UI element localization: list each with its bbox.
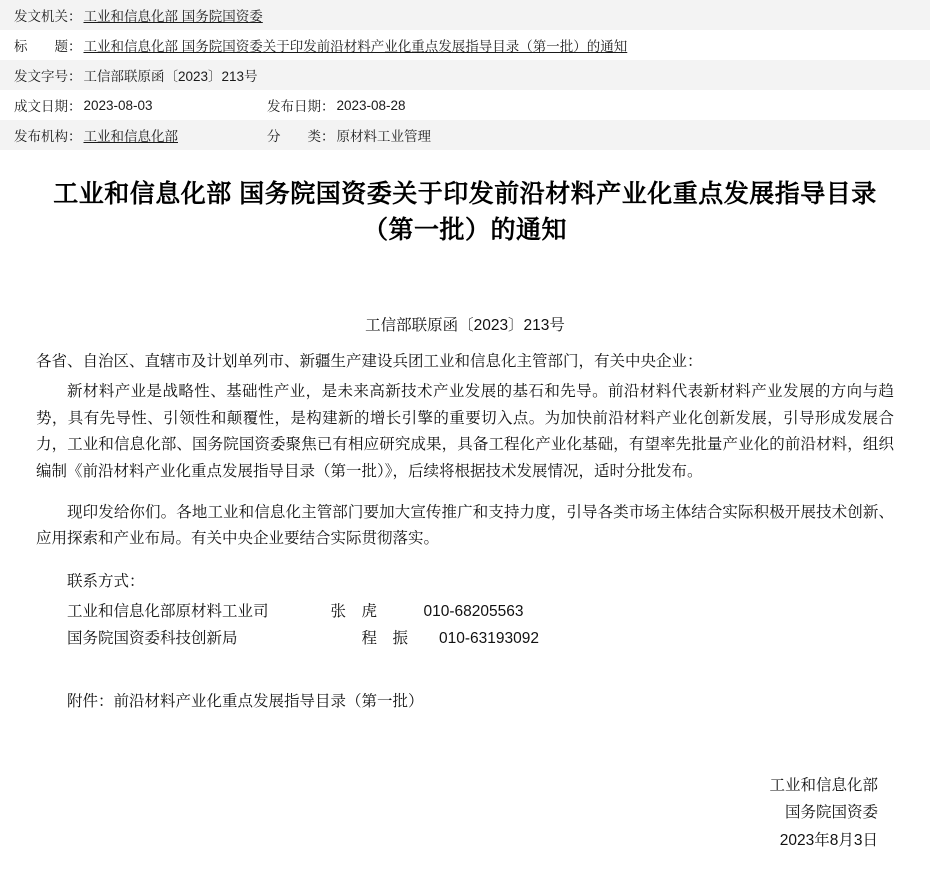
metadata-row-issuing-authority xyxy=(0,0,930,30)
metadata-value-category: 原材料工业管理 xyxy=(337,125,432,145)
metadata-row-title xyxy=(0,30,930,60)
metadata-value-issuing-authority[interactable]: 工业和信息化部 国务院国资委 xyxy=(84,5,263,25)
metadata-row-dates xyxy=(0,90,930,120)
metadata-label: 发布日期： xyxy=(267,95,335,115)
metadata-cell-category xyxy=(267,125,431,145)
body-paragraph-2: 现印发给你们。各地工业和信息化主管部门要加大宣传推广和支持力度，引导各类市场主体结合实际积极开展技术创新、应用探索和产业布局。有关中央企业要结合实际贯彻落实。 xyxy=(36,500,894,553)
metadata-value-completion-date: 2023-08-03 xyxy=(84,98,153,113)
metadata-cell xyxy=(14,5,263,25)
metadata-value-publisher[interactable]: 工业和信息化部 xyxy=(84,125,179,145)
contact-heading: 联系方式： xyxy=(36,569,894,596)
attachment-line: 附件：前沿材料产业化重点发展指导目录（第一批） xyxy=(36,689,894,716)
signature-line-miit: 工业和信息化部 xyxy=(36,772,878,800)
page-title: 工业和信息化部 国务院国资委关于印发前沿材料产业化重点发展指导目录（第一批）的通知 xyxy=(25,176,905,249)
signature-line-sasac: 国务院国资委 xyxy=(36,799,878,827)
metadata-label: 分 类： xyxy=(267,125,335,145)
metadata-row-publisher-category xyxy=(0,120,930,150)
metadata-label: 发文机关： xyxy=(14,5,82,25)
metadata-cell-publish-date xyxy=(267,95,406,115)
document-metadata-table xyxy=(0,0,930,150)
contact-line-miit: 工业和信息化部原材料工业司 张 虎 010-68205563 xyxy=(36,598,894,626)
salutation: 各省、自治区、直辖市及计划单列市、新疆生产建设兵团工业和信息化主管部门，有关中央企业： xyxy=(36,349,894,376)
metadata-label: 发文字号： xyxy=(14,65,82,85)
paragraph-spacer xyxy=(36,490,894,500)
document-body xyxy=(22,313,908,876)
metadata-label: 标 题： xyxy=(14,35,82,55)
metadata-value-title[interactable]: 工业和信息化部 国务院国资委关于印发前沿材料产业化重点发展指导目录（第一批）的通知 xyxy=(84,35,628,55)
metadata-cell xyxy=(14,65,258,85)
bottom-spacer xyxy=(36,854,894,876)
metadata-label: 成文日期： xyxy=(14,95,82,115)
metadata-value-document-number: 工信部联原函〔2023〕213号 xyxy=(84,65,258,85)
metadata-cell-publisher xyxy=(14,125,267,145)
metadata-cell-completion-date xyxy=(14,95,267,115)
metadata-cell xyxy=(14,35,627,55)
body-paragraph-1: 新材料产业是战略性、基础性产业，是未来高新技术产业发展的基石和先导。前沿材料代表新材料产业发展的方向与趋势，具有先导性、引领性和颠覆性，是构建新的增长引擎的重要切入点。为加快前沿材料产业化创新发展，引导形成发展合力，工业和信息化部、国务院国资委聚焦已有相应研究成果，具备工程化产业化基础，有望率先批量产业化的前沿材料，组织编制《前沿材料产业化重点发展指导目录（第一批）》，后续将根据技术发展情况，适时分批发布。 xyxy=(36,379,894,486)
metadata-row-document-number xyxy=(0,60,930,90)
document-number-line: 工信部联原函〔2023〕213号 xyxy=(36,313,894,335)
metadata-label: 发布机构： xyxy=(14,125,82,145)
contact-line-sasac: 国务院国资委科技创新局 程 振 010-63193092 xyxy=(36,625,894,653)
metadata-value-publish-date: 2023-08-28 xyxy=(337,98,406,113)
signature-block xyxy=(36,772,894,855)
signature-date: 2023年8月3日 xyxy=(36,827,878,855)
